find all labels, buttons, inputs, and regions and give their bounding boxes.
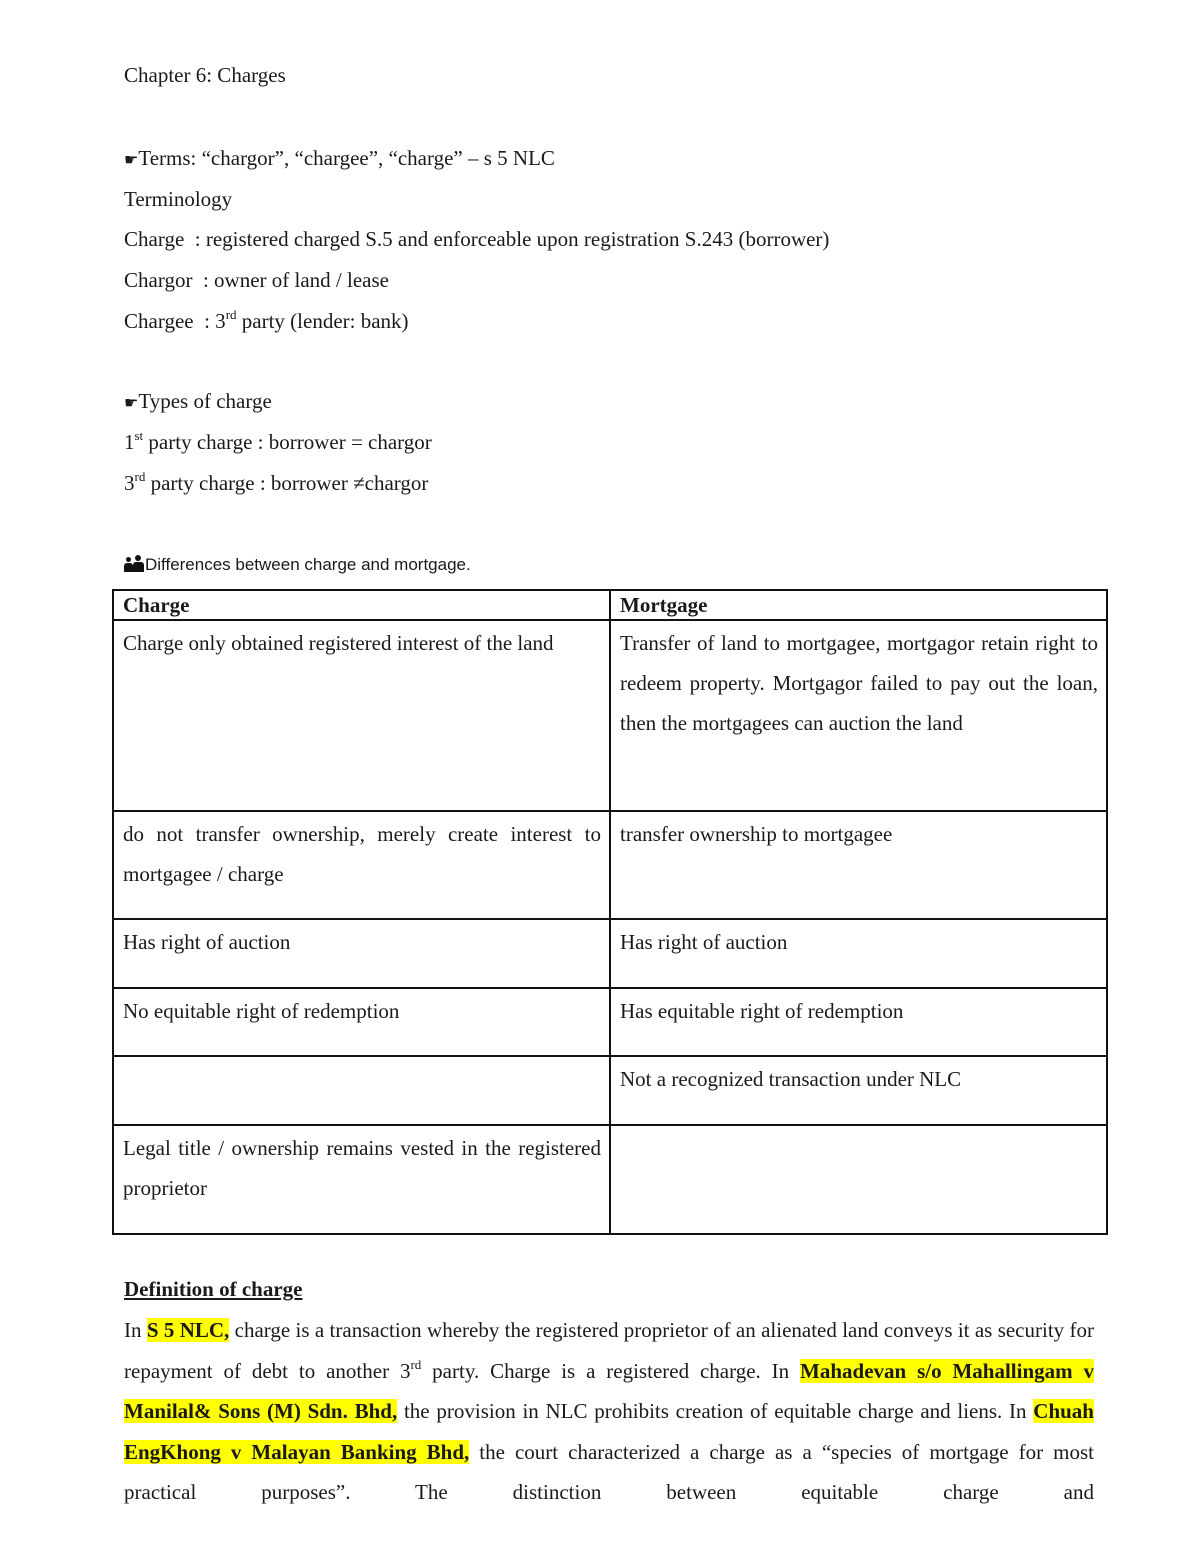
first-num: 1 (124, 430, 135, 454)
definition-text: charge is a transaction whereby the registered proprietor of an alienated land conveys it as security for repayment of debt to another 3 (124, 1318, 1094, 1383)
table-cell: Transfer of land to mortgagee, mortgagor retain right to redeem property. Mortgagor failed to pay out the loan, then the mortgagees can auction the land (610, 620, 1107, 811)
chargee-text: : 3 (204, 309, 226, 333)
table-row (113, 988, 1107, 1056)
page-title: Chapter 6: Charges (124, 63, 286, 87)
table-row (113, 811, 1107, 919)
table-row (113, 919, 1107, 988)
table-cell: transfer ownership to mortgagee (610, 811, 1107, 919)
table-row (113, 1056, 1107, 1125)
differences-heading-line (124, 553, 471, 577)
table-header-row (113, 590, 1107, 620)
third-sup: rd (134, 469, 146, 484)
definition-text: party. Charge is a registered charge. In (421, 1358, 801, 1383)
definition-title: Definition of charge (124, 1277, 303, 1301)
third-num: 3 (124, 471, 135, 495)
types-heading-line (124, 389, 272, 415)
terms-text: Terms: “chargor”, “chargee”, “charge” – s 5 NLC (138, 146, 555, 170)
chargee-label: Chargee (124, 309, 194, 333)
highlight-mahadevan-case: Mahadevan s/o Mahallingam v Manilal& Sons (M) Sdn. Bhd, (124, 1358, 1094, 1423)
header-charge: Charge (113, 590, 610, 620)
comparison-table (112, 589, 1108, 1235)
definition-text: the court characterized a charge as a “species of mortgage for most practical purposes”. The distinction between equitable charge and (124, 1439, 1094, 1504)
table-cell: Not a recognized transaction under NLC (610, 1056, 1107, 1125)
table-cell: Charge only obtained registered interest of the land (113, 620, 610, 811)
charge-text: : registered charged S.5 and enforceable upon registration S.243 (borrower) (194, 227, 830, 251)
chargee-text-rest: party (lender: bank) (236, 309, 409, 333)
third-text: party charge : borrower ≠chargor (145, 471, 429, 495)
definition-text: In (124, 1318, 147, 1342)
chargee-sup: rd (225, 307, 237, 322)
chargee-definition (124, 309, 409, 333)
definition-text: the provision in NLC prohibits creation of equitable charge and liens. In (397, 1399, 1034, 1423)
people-icon (124, 555, 144, 572)
header-mortgage: Mortgage (610, 590, 1107, 620)
table-cell: Has right of auction (113, 919, 610, 988)
pointing-hand-icon: ☛ (124, 150, 139, 169)
first-sup: st (134, 428, 144, 443)
definition-paragraph (124, 1310, 1094, 1513)
table-cell: Legal title / ownership remains vested in the registered proprietor (113, 1125, 610, 1234)
first-text: party charge : borrower = chargor (143, 430, 432, 454)
table-cell (610, 1125, 1107, 1234)
pointing-hand-icon: ☛ (124, 393, 139, 412)
third-party-charge (124, 471, 428, 495)
table-cell: do not transfer ownership, merely create interest to mortgagee / charge (113, 811, 610, 919)
terms-line (124, 146, 555, 172)
chargor-label: Chargor (124, 268, 193, 292)
table-cell: No equitable right of redemption (113, 988, 610, 1056)
definition-sup: rd (410, 1356, 422, 1372)
table-cell: Has right of auction (610, 919, 1107, 988)
terminology-heading: Terminology (124, 187, 233, 211)
highlight-s5-nlc: S 5 NLC, (146, 1318, 230, 1342)
types-heading: Types of charge (138, 389, 272, 413)
differences-heading: Differences between charge and mortgage. (145, 555, 471, 574)
charge-label: Charge (124, 227, 185, 251)
table-cell: Has equitable right of redemption (610, 988, 1107, 1056)
first-party-charge (124, 430, 432, 454)
highlight-chuah-case: Chuah EngKhong v Malayan Banking Bhd, (124, 1399, 1094, 1464)
chargor-text: : owner of land / lease (202, 268, 389, 292)
table-cell (113, 1056, 610, 1125)
charge-definition (124, 227, 829, 251)
table-row (113, 620, 1107, 811)
table-row (113, 1125, 1107, 1234)
chargor-definition (124, 268, 389, 292)
